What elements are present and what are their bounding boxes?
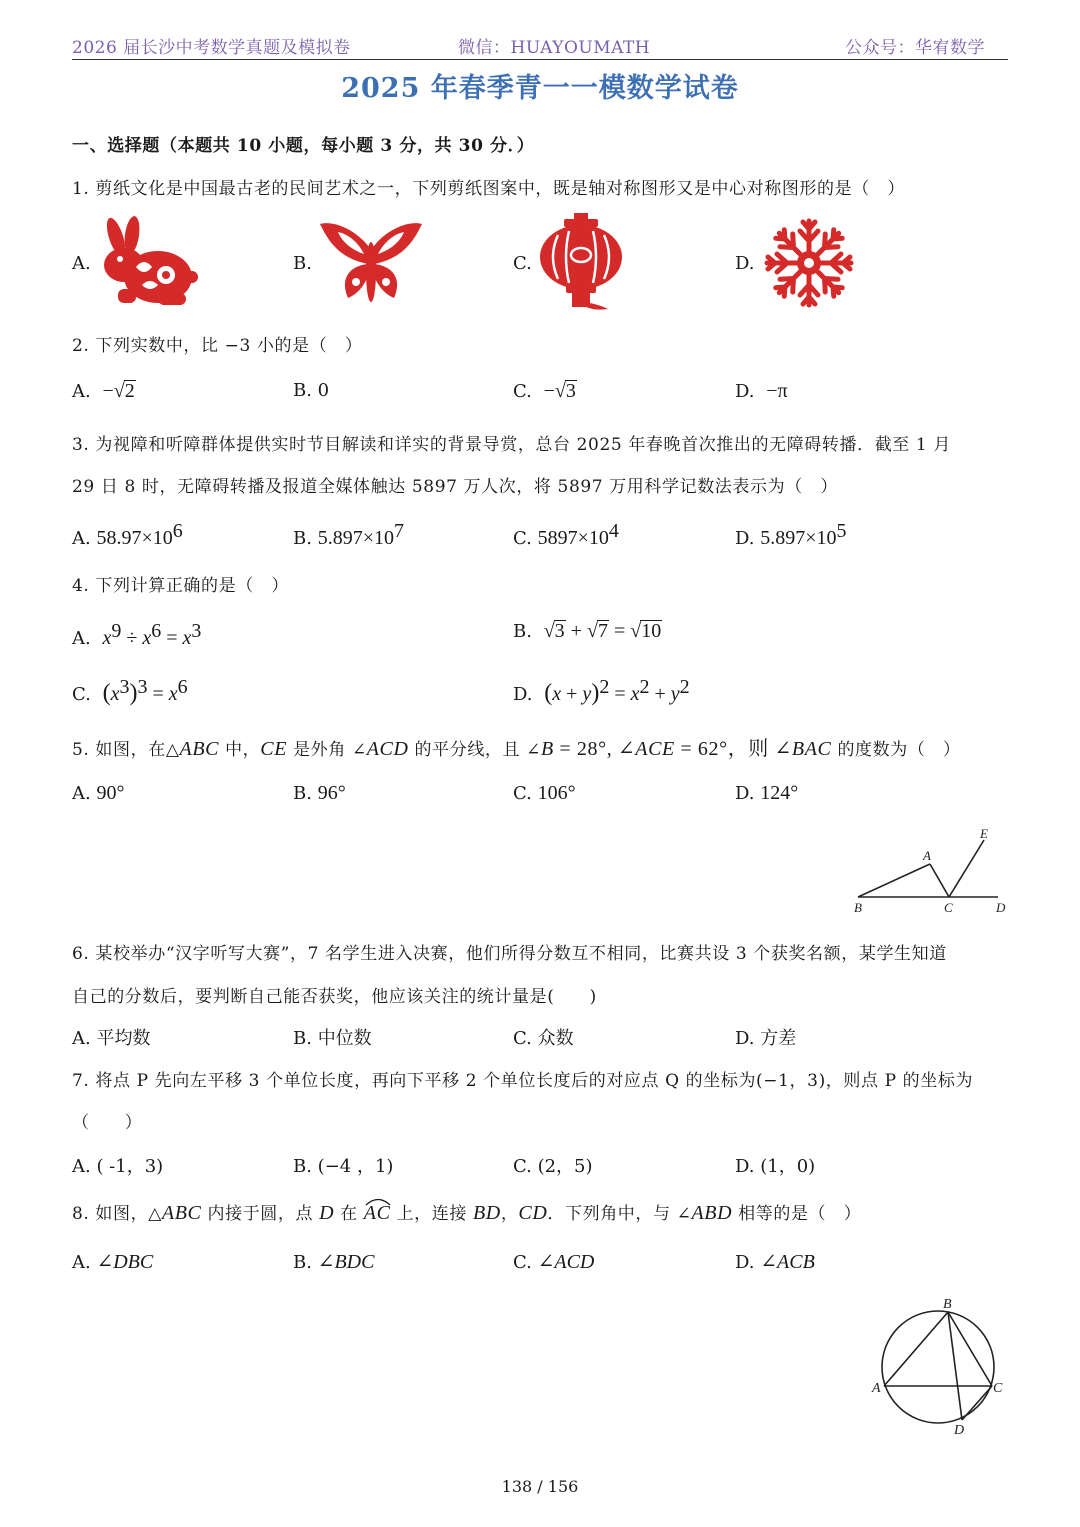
q8-option-c: C. ∠ACD <box>513 1251 595 1273</box>
header-left: 2026 届长沙中考数学真题及模拟卷 <box>72 38 351 58</box>
q4-option-b: B. √3 + √7 = √10 <box>513 620 662 642</box>
q6-option-a: A. 平均数 <box>72 1028 151 1049</box>
q5-option-a: A. 90° <box>72 782 125 804</box>
paper-cut-rabbit-icon <box>96 215 200 311</box>
page-number: 138 / 156 <box>501 1477 579 1496</box>
q3-option-a: A. $58.97\times 10^6$ <box>72 520 183 549</box>
header-divider <box>72 59 1008 60</box>
svg-text:A: A <box>872 1381 881 1396</box>
q8-option-b: B. ∠BDC <box>293 1251 375 1273</box>
q3-option-c: C. $5897\times 10^4$ <box>513 520 619 549</box>
paper-cut-lantern-icon <box>538 213 624 313</box>
q5-option-c: C. 106° <box>513 782 576 804</box>
q6-stem-line1: 6. 某校举办“汉字听写大赛”，7 名学生进入决赛，他们所得分数互不相同，比赛共设 3 个获奖名额，某学生知道 <box>72 944 947 964</box>
q7-option-d: D. (1，0) <box>735 1156 816 1177</box>
q7-stem-line2: （ ） <box>72 1113 143 1133</box>
q5-triangle-figure <box>848 822 1018 916</box>
q6-stem-line2: 自己的分数后，要判断自己能否获奖，他应该关注的统计量是( ) <box>72 987 597 1007</box>
header-center: 微信：HUAYOUMATH <box>458 38 651 58</box>
q4-option-c: C. $(x^3)^3 = x^6$ <box>72 676 188 706</box>
svg-text:B: B <box>943 1297 952 1312</box>
q3-option-b: B. $5.897\times 10^7$ <box>293 520 404 549</box>
q6-option-d: D. 方差 <box>735 1028 797 1049</box>
svg-text:A: A <box>923 848 931 863</box>
q6-option-c: C. 众数 <box>513 1028 574 1049</box>
q1-label-d: D. <box>735 253 755 274</box>
paper-cut-snowflake-icon <box>762 216 856 310</box>
q2-stem: 2. 下列实数中，比 −3 小的是（ ） <box>72 336 363 356</box>
q7-option-a: A. ( -1，3) <box>72 1156 164 1177</box>
q1-label-a: A. <box>72 253 91 274</box>
q1-label-c: C. <box>513 253 532 274</box>
svg-text:D: D <box>996 900 1006 915</box>
q3-stem-line1: 3. 为视障和听障群体提供实时节目解读和详实的背景导赏，总台 2025 年春晚首次推出的无障碍转播．截至 1 月 <box>72 435 951 455</box>
svg-text:C: C <box>993 1381 1003 1396</box>
q8-option-a: A. ∠DBC <box>72 1251 154 1273</box>
q5-stem: 5. 如图，在△ABC 中，CE 是外角 ∠ACD 的平分线，且 ∠B = 28°, ∠ACE = 62°，则 ∠BAC 的度数为（ ） <box>72 738 961 760</box>
q4-stem: 4. 下列计算正确的是（ ） <box>72 576 290 596</box>
section-heading: 一、选择题（本题共 10 小题，每小题 3 分，共 30 分．） <box>72 136 535 156</box>
q2-option-a: A. −√2 <box>72 380 135 402</box>
svg-text:C: C <box>944 900 953 915</box>
q2-option-c: C. −√3 <box>513 380 576 402</box>
q4-option-d: D. $(x + y)^2 = x^2 + y^2$ <box>513 676 690 706</box>
q2-option-b: B. 0 <box>293 380 330 401</box>
q5-option-b: B. 96° <box>293 782 346 804</box>
q3-stem-line2: 29 日 8 时，无障碍转播及报道全媒体触达 5897 万人次，将 5897 万用科学记数法表示为（ ） <box>72 477 838 497</box>
q1-stem: 1. 剪纸文化是中国最古老的民间艺术之一，下列剪纸图案中，既是轴对称图形又是中心对称图形的是（ ） <box>72 179 906 199</box>
q5-option-d: D. 124° <box>735 782 799 804</box>
q8-circle-figure <box>866 1294 1016 1436</box>
q6-option-b: B. 中位数 <box>293 1028 372 1049</box>
q2-option-d: D. −π <box>735 380 788 402</box>
arc-ac: AC <box>364 1202 391 1225</box>
page-title: 2025 年春季青一一模数学试卷 <box>341 73 739 104</box>
q7-option-b: B. (−4 ，1) <box>293 1156 394 1177</box>
q4-option-a: A. $x^9 \div x^6 = x^3$ <box>72 620 202 649</box>
paper-cut-butterfly-icon <box>318 220 424 310</box>
q7-option-c: C. (2，5) <box>513 1156 593 1177</box>
q7-stem-line1: 7. 将点 P 先向左平移 3 个单位长度，再向下平移 2 个单位长度后的对应点 Q 的坐标为(−1，3)，则点 P 的坐标为 <box>72 1071 974 1091</box>
q8-stem: 8. 如图，△ABC 内接于圆，点 D 在 AC 上，连接 BD，CD．下列角中，与 ∠ABD 相等的是（ ） <box>72 1199 861 1225</box>
svg-text:B: B <box>854 900 862 915</box>
svg-text:D: D <box>954 1423 965 1436</box>
q3-option-d: D. $5.897\times 10^5$ <box>735 520 847 549</box>
q1-label-b: B. <box>293 253 312 274</box>
svg-text:E: E <box>980 826 988 841</box>
header-right: 公众号：华宥数学 <box>845 38 985 58</box>
q8-option-d: D. ∠ACB <box>735 1251 815 1273</box>
